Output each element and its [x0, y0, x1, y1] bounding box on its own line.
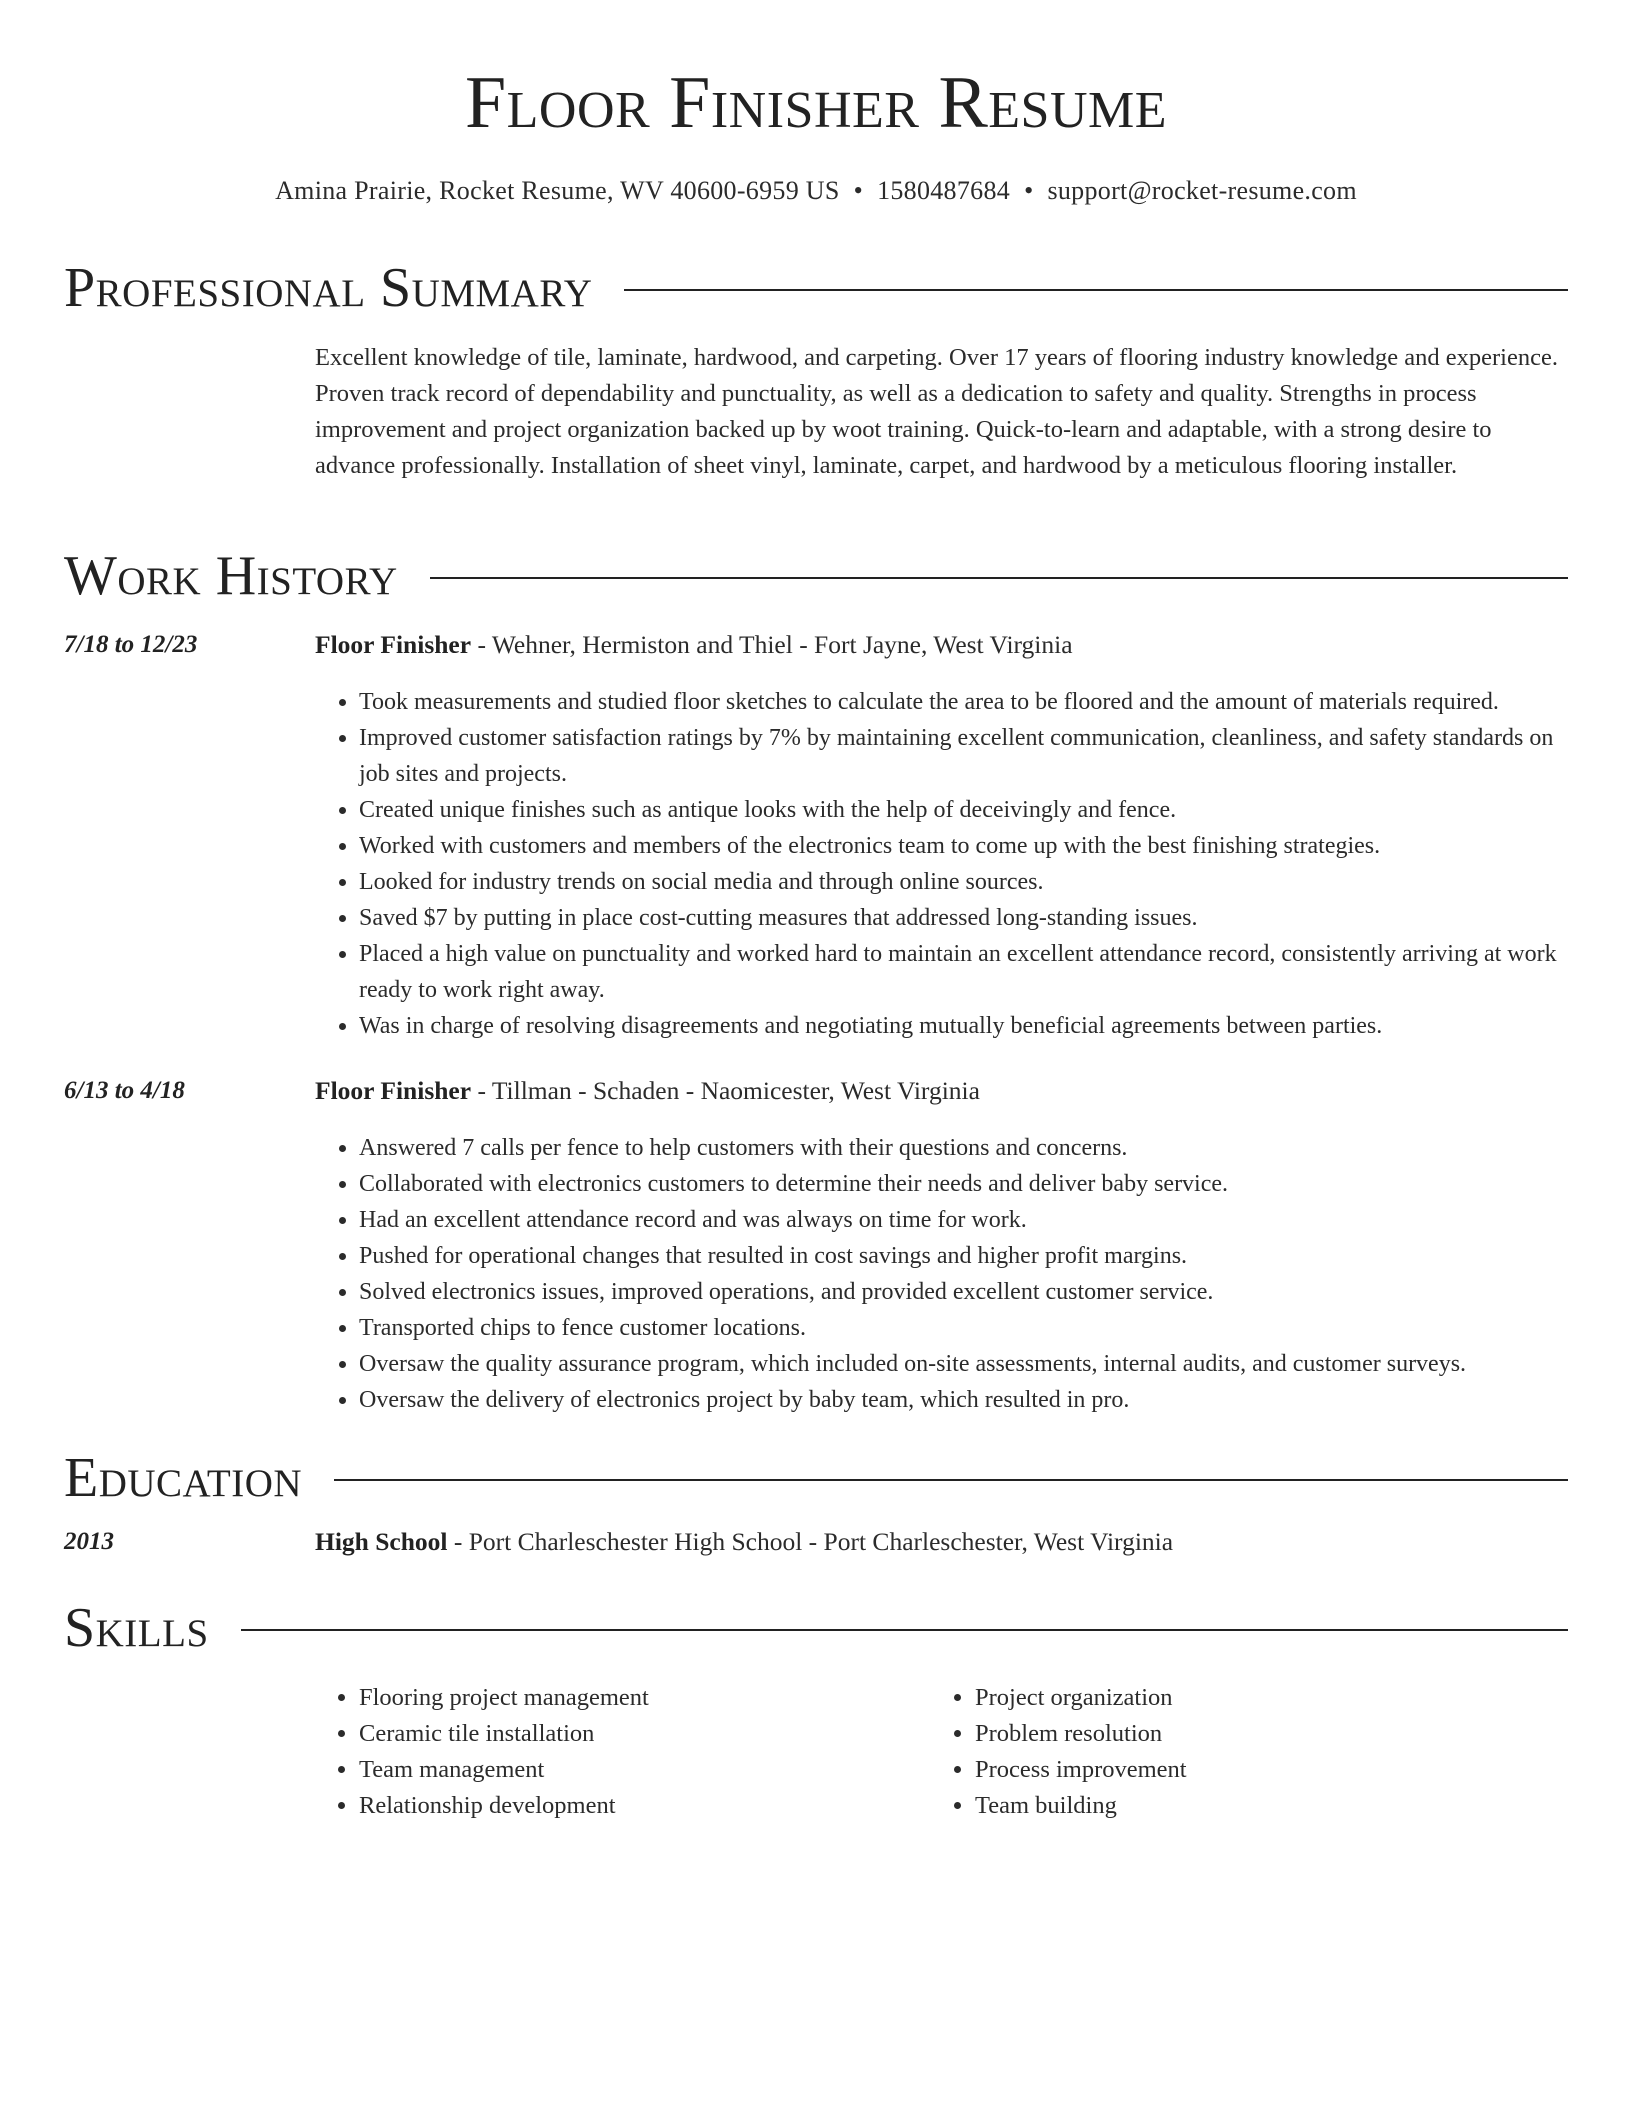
- job-heading: [315, 628, 1570, 662]
- skill-item: • Project organization: [975, 1680, 1575, 1716]
- list-item: • Answered 7 calls per fence to help customers with their questions and concerns.: [359, 1130, 1575, 1166]
- list-item: • Was in charge of resolving disagreements and negotiating mutually beneficial agreements between parties.: [359, 1008, 1575, 1044]
- section-divider: [624, 289, 1568, 291]
- skill-item: • Relationship development: [359, 1788, 959, 1824]
- list-item: • Oversaw the delivery of electronics project by baby team, which resulted in pro.: [359, 1382, 1575, 1418]
- education-school: - Port Charleschester High School - Port Charleschester, West Virginia: [447, 1527, 1174, 1556]
- education-date: 2013: [64, 1528, 114, 1555]
- contact-email: support@rocket-resume.com: [1047, 176, 1357, 205]
- skill-item: • Process improvement: [975, 1752, 1575, 1788]
- list-item: • Collaborated with electronics customers to determine their needs and deliver baby service.: [359, 1166, 1575, 1202]
- list-item: • Placed a high value on punctuality and worked hard to maintain an excellent attendance record, consistently arriving at work ready to work right away.: [359, 936, 1575, 1008]
- summary-text: Excellent knowledge of tile, laminate, hardwood, and carpeting. Over 17 years of flooring industry knowledge and experience. Proven track record of dependability and punctuality, as well as a dedication to safety and quality. Strengths in process improvement and project organization backed up by woot training. Quick-to-learn and adaptable, with a strong desire to advance professionally. Installation of sheet vinyl, laminate, carpet, and hardwood by a meticulous flooring installer.: [315, 344, 1558, 479]
- list-item: • Transported chips to fence customer locations.: [359, 1310, 1575, 1346]
- skill-item: • Ceramic tile installation: [359, 1716, 959, 1752]
- section-header-work-history: [64, 544, 1568, 608]
- job-employer: - Wehner, Hermiston and Thiel - Fort Jayne, West Virginia: [471, 630, 1073, 659]
- section-title: Professional Summary: [64, 257, 593, 319]
- skill-item: • Team management: [359, 1752, 959, 1788]
- job-heading: [315, 1074, 1570, 1108]
- list-item: • Took measurements and studied floor sketches to calculate the area to be floored and the amount of materials required.: [359, 684, 1575, 720]
- section-title: Work History: [64, 545, 398, 607]
- list-item: • Saved $7 by putting in place cost-cutting measures that addressed long-standing issues.: [359, 900, 1575, 936]
- contact-separator: •: [1024, 176, 1034, 205]
- section-title: Skills: [64, 1597, 209, 1659]
- skill-item: • Problem resolution: [975, 1716, 1575, 1752]
- education-heading: [315, 1525, 1570, 1559]
- job-employer: - Tillman - Schaden - Naomicester, West Virginia: [471, 1076, 980, 1105]
- list-item: • Improved customer satisfaction ratings by 7% by maintaining excellent communication, cleanliness, and safety standards on job sites and projects.: [359, 720, 1575, 792]
- section-header-professional-summary: [64, 256, 1568, 320]
- list-item: • Pushed for operational changes that resulted in cost savings and higher profit margins.: [359, 1238, 1575, 1274]
- job-dates: 7/18 to 12/23: [64, 631, 198, 658]
- skills-list-left: [315, 1680, 959, 1824]
- list-item: • Solved electronics issues, improved operations, and provided excellent customer service.: [359, 1274, 1575, 1310]
- skill-item: • Team building: [975, 1788, 1575, 1824]
- section-title: Education: [64, 1447, 303, 1509]
- contact-phone: 1580487684: [877, 176, 1011, 205]
- section-header-skills: [64, 1596, 1568, 1660]
- skills-list-right: [931, 1680, 1575, 1824]
- list-item: • Had an excellent attendance record and was always on time for work.: [359, 1202, 1575, 1238]
- contact-separator: •: [853, 176, 864, 205]
- skill-item: • Flooring project management: [359, 1680, 959, 1716]
- job-dates: 6/13 to 4/18: [64, 1077, 185, 1104]
- contact-address: Amina Prairie, Rocket Resume, WV 40600-6959 US: [275, 176, 840, 205]
- job-title: Floor Finisher: [315, 1076, 472, 1105]
- list-item: • Created unique finishes such as antique looks with the help of deceivingly and fence.: [359, 792, 1575, 828]
- section-divider: [241, 1629, 1568, 1631]
- job-responsibilities: [315, 1130, 1575, 1418]
- contact-line: [0, 174, 1632, 208]
- section-divider: [430, 577, 1568, 579]
- list-item: • Looked for industry trends on social media and through online sources.: [359, 864, 1575, 900]
- resume-title: Floor Finisher Resume: [464, 62, 1168, 144]
- section-divider: [334, 1479, 1568, 1481]
- job-title: Floor Finisher: [315, 630, 472, 659]
- list-item: • Oversaw the quality assurance program, which included on-site assessments, internal audits, and customer surveys.: [359, 1346, 1575, 1382]
- section-header-education: [64, 1446, 1568, 1510]
- list-item: • Worked with customers and members of the electronics team to come up with the best finishing strategies.: [359, 828, 1575, 864]
- job-responsibilities: [315, 684, 1575, 1044]
- education-degree: High School: [315, 1527, 448, 1556]
